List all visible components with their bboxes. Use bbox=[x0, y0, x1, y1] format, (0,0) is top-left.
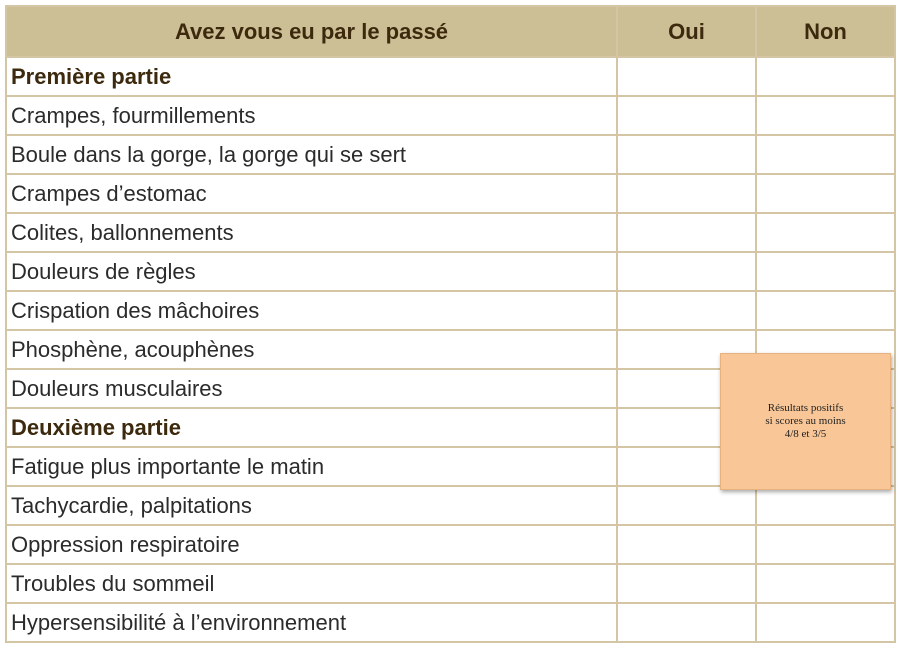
question-row bbox=[6, 291, 895, 330]
non-answer-cell[interactable] bbox=[756, 135, 895, 174]
oui-answer-cell[interactable] bbox=[617, 603, 756, 642]
oui-answer-cell[interactable] bbox=[617, 252, 756, 291]
question-label: Crampes, fourmillements bbox=[6, 96, 617, 135]
question-label: Hypersensibilité à l’environnement bbox=[6, 603, 617, 642]
question-row bbox=[6, 96, 895, 135]
non-answer-cell[interactable] bbox=[756, 291, 895, 330]
oui-answer-cell[interactable] bbox=[617, 291, 756, 330]
note-line: Résultats positifs bbox=[767, 402, 844, 414]
section-title: Première partie bbox=[6, 57, 617, 96]
non-answer-cell[interactable] bbox=[756, 96, 895, 135]
oui-answer-cell[interactable] bbox=[617, 96, 756, 135]
question-label: Crampes d’estomac bbox=[6, 174, 617, 213]
oui-answer-cell[interactable] bbox=[617, 213, 756, 252]
question-label: Douleurs de règles bbox=[6, 252, 617, 291]
question-label: Colites, ballonnements bbox=[6, 213, 617, 252]
non-answer-cell[interactable] bbox=[756, 486, 895, 525]
note-line: si scores au moins bbox=[765, 415, 846, 427]
non-answer-cell[interactable] bbox=[756, 252, 895, 291]
question-label: Tachycardie, palpitations bbox=[6, 486, 617, 525]
oui-column-header: Oui bbox=[617, 6, 756, 57]
oui-answer-cell[interactable] bbox=[617, 525, 756, 564]
oui-answer-cell[interactable] bbox=[617, 57, 756, 96]
question-row bbox=[6, 525, 895, 564]
non-answer-cell[interactable] bbox=[756, 525, 895, 564]
question-row bbox=[6, 213, 895, 252]
question-row bbox=[6, 135, 895, 174]
non-answer-cell[interactable] bbox=[756, 174, 895, 213]
section-title: Deuxième partie bbox=[6, 408, 617, 447]
question-row bbox=[6, 603, 895, 642]
question-row bbox=[6, 252, 895, 291]
question-label: Phosphène, acouphènes bbox=[6, 330, 617, 369]
oui-answer-cell[interactable] bbox=[617, 564, 756, 603]
oui-answer-cell[interactable] bbox=[617, 174, 756, 213]
oui-answer-cell[interactable] bbox=[617, 486, 756, 525]
table-body bbox=[6, 57, 895, 642]
non-answer-cell[interactable] bbox=[756, 57, 895, 96]
non-answer-cell[interactable] bbox=[756, 603, 895, 642]
non-answer-cell[interactable] bbox=[756, 213, 895, 252]
question-label: Troubles du sommeil bbox=[6, 564, 617, 603]
sticky-note-text bbox=[765, 402, 845, 441]
non-answer-cell[interactable] bbox=[756, 564, 895, 603]
question-label: Fatigue plus importante le matin bbox=[6, 447, 617, 486]
section-row bbox=[6, 57, 895, 96]
question-row bbox=[6, 486, 895, 525]
header-row bbox=[6, 6, 895, 57]
non-column-header: Non bbox=[756, 6, 895, 57]
question-label: Douleurs musculaires bbox=[6, 369, 617, 408]
question-column-header: Avez vous eu par le passé bbox=[6, 6, 617, 57]
question-label: Oppression respiratoire bbox=[6, 525, 617, 564]
question-row bbox=[6, 174, 895, 213]
question-row bbox=[6, 564, 895, 603]
question-label: Boule dans la gorge, la gorge qui se sert bbox=[6, 135, 617, 174]
results-sticky-note bbox=[720, 353, 891, 490]
question-label: Crispation des mâchoires bbox=[6, 291, 617, 330]
questionnaire-table bbox=[5, 5, 896, 643]
oui-answer-cell[interactable] bbox=[617, 135, 756, 174]
note-line: 4/8 et 3/5 bbox=[784, 428, 827, 440]
